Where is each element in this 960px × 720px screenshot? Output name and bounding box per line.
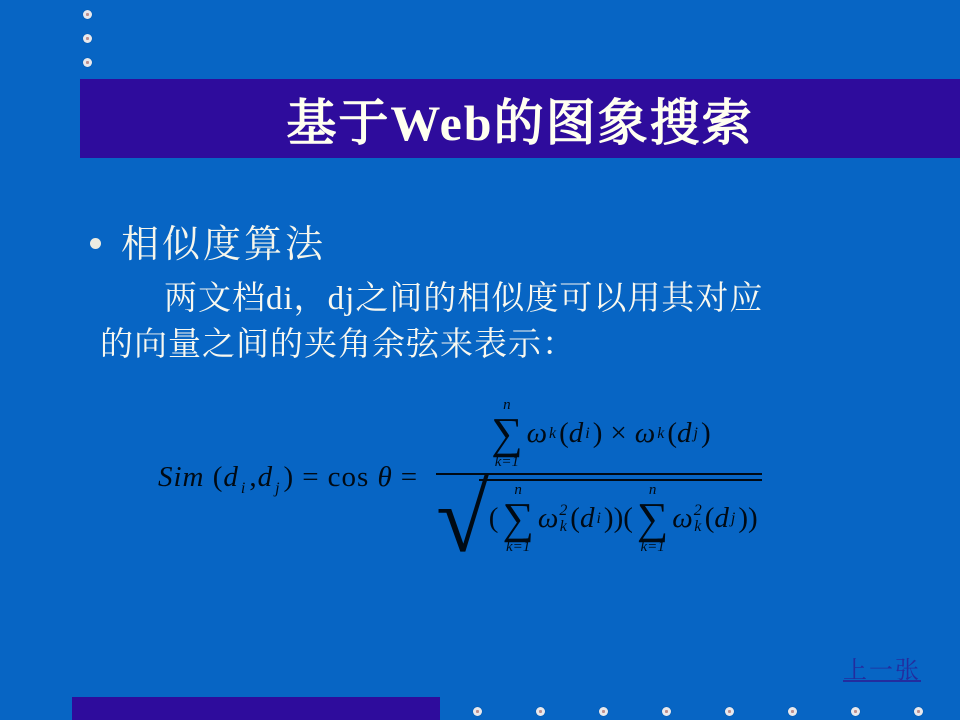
formula-numerator: n ∑ k=1 ω k ( d i ) × ω k ( d j ): [436, 398, 762, 475]
decor-dot-icon: [725, 707, 734, 716]
decor-dot-icon: [788, 707, 797, 716]
decor-dot-icon: [662, 707, 671, 716]
decor-dot-icon: [536, 707, 545, 716]
decor-dot-icon: [83, 10, 92, 19]
bullet-dot-icon: [90, 238, 101, 249]
page-title: 基于Web的图象搜索: [286, 94, 754, 151]
bullet-item: [90, 213, 326, 268]
decor-dot-icon: [473, 707, 482, 716]
similarity-formula: [158, 397, 762, 572]
paragraph-line-2: 的向量之间的夹角余弦来表示：: [100, 327, 576, 363]
body-paragraph: [100, 276, 870, 368]
formula-fraction: [436, 397, 762, 572]
sqrt-content: ( n ∑ k=1 ω 2 k ( d i ) ) ( n ∑ k=1 ω 2 k ( d j ) ): [479, 479, 762, 555]
top-dots-decor: [83, 10, 92, 67]
formula-denominator: [436, 464, 762, 572]
decor-dot-icon: [599, 707, 608, 716]
bullet-label: 相似度算法: [121, 224, 327, 266]
bottom-accent-bar: [72, 697, 440, 720]
formula-lhs: Sim (d $_i$ ,d $_j$ ) = cos θ =: [158, 460, 419, 497]
paragraph-line-1: 两文档di，dj之间的相似度可以用其对应: [164, 281, 764, 317]
sum-icon: n ∑ k=1: [636, 481, 669, 555]
sum-icon: n ∑ k=1: [491, 397, 523, 470]
sum-icon: n ∑ k=1: [502, 481, 534, 555]
decor-dot-icon: [851, 707, 860, 716]
decor-dot-icon: [83, 58, 92, 67]
bottom-dots-decor: [473, 707, 923, 716]
title-bar: [80, 79, 960, 158]
sqrt-radical-icon: √: [436, 464, 489, 572]
decor-dot-icon: [83, 34, 92, 43]
previous-slide-link[interactable]: 上一张: [843, 658, 921, 684]
decor-dot-icon: [914, 707, 923, 716]
